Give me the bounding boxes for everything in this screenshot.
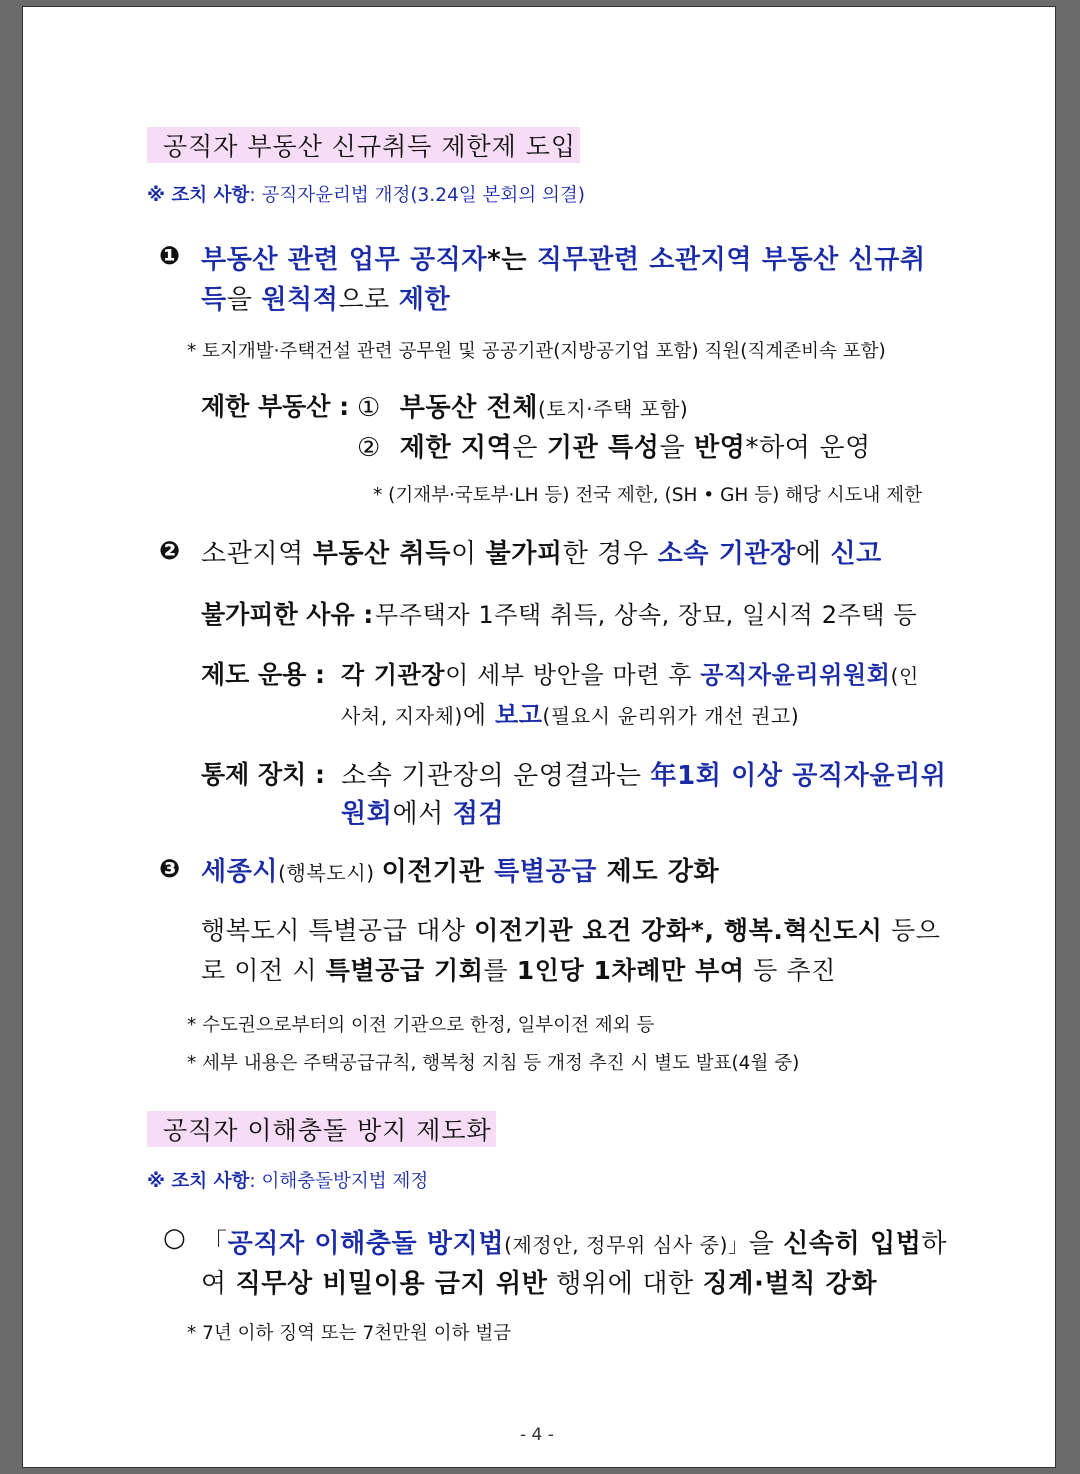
reason-label: 불가피한 사유 : bbox=[201, 600, 374, 629]
section2-text: (제정안, 정무위 심사 중)」 bbox=[504, 1233, 749, 1257]
item1-text: 득 bbox=[201, 285, 227, 315]
item1-marker: ❶ bbox=[159, 241, 181, 270]
control-label: 통제 장치 : bbox=[201, 760, 326, 789]
restrict-option-1 bbox=[357, 387, 688, 424]
ops-text: 이 세부 방안을 마련 후 bbox=[445, 661, 701, 689]
section1-action-line bbox=[147, 181, 585, 207]
item3-text: 1인당 1차례만 부여 bbox=[516, 956, 745, 985]
section2-text: 행위에 대한 bbox=[547, 1269, 703, 1299]
option-text: 부동산 전체 bbox=[399, 393, 539, 423]
option-text: 반영 bbox=[694, 433, 746, 463]
item3-text: 등 추진 bbox=[744, 956, 836, 985]
action-text: : 이해충돌방지법 제정 bbox=[249, 1171, 429, 1192]
section2-line2 bbox=[201, 1263, 877, 1300]
reason-text: 무주택자 1주택 취득, 상속, 장묘, 일시적 2주택 등 bbox=[375, 601, 918, 629]
item3-text: 이전기관 bbox=[381, 857, 495, 887]
ops-text: 보고 bbox=[494, 701, 543, 729]
item1-text: 제한 bbox=[398, 285, 451, 315]
ops-text: 사처, 지자체) bbox=[341, 704, 463, 728]
control-line2 bbox=[341, 793, 504, 830]
item2-line bbox=[201, 533, 882, 570]
ops-text: 공직자윤리위원회 bbox=[700, 661, 891, 689]
option-number: ① bbox=[357, 393, 381, 423]
section2-text: 징계·벌칙 강화 bbox=[702, 1269, 878, 1299]
ops-text: 에 bbox=[462, 701, 495, 729]
option-note: (토지·주택 포함) bbox=[538, 397, 689, 421]
item1-text: 을 bbox=[226, 285, 262, 315]
item2-text: 신고 bbox=[830, 539, 882, 569]
item2-text: 한 경우 bbox=[562, 539, 658, 569]
section2-text: 을 bbox=[748, 1229, 784, 1259]
section2-text: 「 bbox=[201, 1229, 228, 1259]
restrict-note: * (기재부·국토부·LH 등) 전국 제한, (SH • GH 등) 해당 시도내 제한 bbox=[373, 485, 923, 506]
control-text: 점검 bbox=[452, 799, 505, 829]
ops-text: 각 기관장 bbox=[341, 661, 446, 689]
item1-text: *는 bbox=[487, 245, 537, 275]
control-text: 에서 bbox=[392, 799, 453, 829]
item3-text: 등으 bbox=[882, 916, 941, 945]
item3-text: (행복도시) bbox=[278, 861, 382, 885]
section2-bullet: ○ bbox=[163, 1223, 187, 1253]
action-label: ※ 조치 사항 bbox=[147, 1171, 250, 1192]
restrict-label: 제한 부동산 : bbox=[201, 392, 350, 421]
item1-text: 으로 bbox=[338, 285, 399, 315]
item3-text: 이전기관 요건 강화 bbox=[474, 916, 691, 945]
item2-text: 에 bbox=[795, 539, 831, 569]
option-text: 기관 특성 bbox=[546, 433, 660, 463]
section2-line1 bbox=[201, 1223, 947, 1260]
item3-text: 행복.혁신도시 bbox=[723, 916, 883, 945]
option-text: 제한 지역 bbox=[399, 433, 513, 463]
item2-text: 소관지역 bbox=[201, 539, 313, 569]
option-number: ② bbox=[357, 433, 381, 463]
item3-note2: * 세부 내용은 주택공급규칙, 행복청 지침 등 개정 추진 시 별도 발표(4월 중) bbox=[187, 1053, 800, 1074]
item1-line1 bbox=[201, 239, 926, 276]
item3-marker: ❸ bbox=[159, 854, 181, 883]
action-label: ※ 조치 사항 bbox=[147, 185, 250, 206]
section2-text: 여 bbox=[201, 1269, 236, 1299]
control-text: 원회 bbox=[341, 799, 393, 829]
item1-text: 부동산 관련 업무 공직자 bbox=[201, 245, 488, 275]
item3-text: 특별공급 기회 bbox=[325, 956, 484, 985]
section1-heading: 공직자 부동산 신규취득 제한제 도입 bbox=[147, 127, 580, 163]
control-text: 소속 기관장의 운영결과는 bbox=[341, 761, 651, 791]
item1-text: 원칙적 bbox=[261, 285, 339, 315]
action-text: : 공직자윤리법 개정(3.24일 본회의 의결) bbox=[249, 185, 585, 206]
section2-text: 하 bbox=[921, 1229, 948, 1259]
item2-text: 소속 기관장 bbox=[657, 539, 796, 569]
section2-text: 공직자 이해충돌 방지법 bbox=[227, 1229, 505, 1259]
section2-action-line bbox=[147, 1167, 428, 1193]
ops-text: (인 bbox=[890, 664, 919, 688]
option-text: 을 bbox=[659, 433, 695, 463]
item3-text: 로 이전 시 bbox=[201, 956, 326, 985]
ops-line1 bbox=[341, 655, 919, 690]
option-text: 은 bbox=[512, 433, 547, 463]
item3-line2 bbox=[201, 951, 836, 987]
page-number: - 4 - bbox=[520, 1425, 554, 1445]
control-text: 年1회 이상 공직자윤리위 bbox=[650, 761, 947, 791]
ops-text: (필요시 윤리위가 개선 권고) bbox=[542, 704, 800, 728]
control-line1 bbox=[341, 755, 947, 792]
section2-note: * 7년 이하 징역 또는 7천만원 이하 벌금 bbox=[187, 1323, 512, 1344]
document-page bbox=[22, 6, 1056, 1468]
section2-text: 신속히 입법 bbox=[783, 1229, 922, 1259]
section2-text: 직무상 비밀이용 금지 위반 bbox=[235, 1269, 548, 1299]
item1-line2 bbox=[201, 279, 450, 316]
item3-line1 bbox=[201, 911, 941, 947]
item3-title bbox=[201, 851, 719, 888]
item2-text: 이 bbox=[450, 539, 486, 569]
item3-text: 특별공급 bbox=[494, 857, 598, 887]
item1-note: * 토지개발·주택건설 관련 공무원 및 공공기관(지방공기업 포함) 직원(직계존비속 포함) bbox=[187, 341, 886, 362]
item2-text: 부동산 취득 bbox=[312, 539, 451, 569]
ops-label: 제도 운용 : bbox=[201, 660, 326, 689]
item3-text: 행복도시 특별공급 대상 bbox=[201, 916, 475, 945]
item2-marker: ❷ bbox=[159, 536, 181, 565]
item3-text: *, bbox=[690, 916, 724, 945]
section2-heading: 공직자 이해충돌 방지 제도화 bbox=[147, 1111, 496, 1147]
item3-note1: * 수도권으로부터의 이전 기관으로 한정, 일부이전 제외 등 bbox=[187, 1015, 655, 1036]
item3-text: 를 bbox=[483, 956, 517, 985]
option-text: *하여 운영 bbox=[745, 433, 871, 463]
item1-text: 직무관련 소관지역 부동산 신규취 bbox=[536, 245, 926, 275]
restrict-option-2 bbox=[357, 427, 871, 464]
item2-text: 불가피 bbox=[485, 539, 563, 569]
ops-line2 bbox=[341, 695, 799, 730]
item3-text: 제도 강화 bbox=[597, 857, 720, 887]
item3-text: 세종시 bbox=[201, 857, 279, 887]
